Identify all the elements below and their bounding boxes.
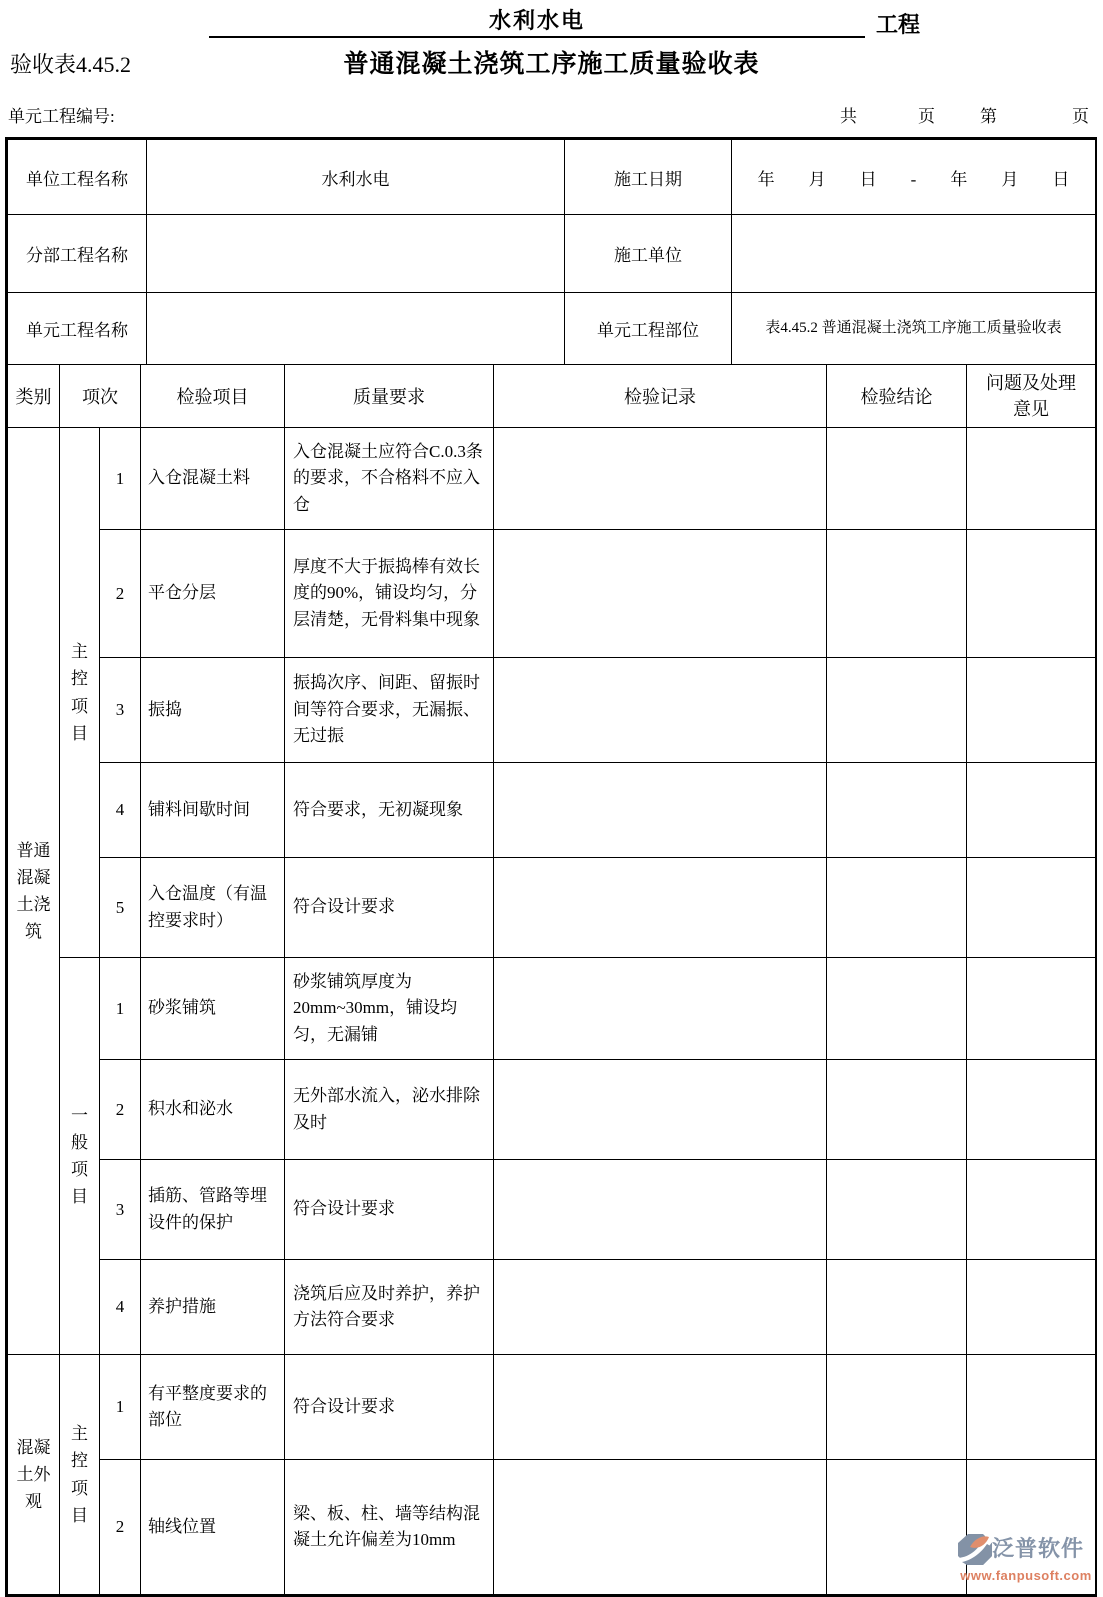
issues-opinion-cell	[967, 763, 1096, 858]
issues-opinion-cell	[967, 1060, 1096, 1160]
check-item-cell: 插筋、管路等埋设件的保护	[141, 1160, 285, 1260]
info-row	[8, 215, 1096, 293]
item-no-cell: 5	[100, 858, 141, 958]
fanpu-logo-url[interactable]: www.fanpusoft.com	[960, 1568, 1092, 1583]
pagination-page-suffix-label: 页	[1072, 107, 1089, 126]
check-conclusion-cell	[827, 763, 967, 858]
info-value-unit-project: 水利水电	[147, 140, 565, 215]
info-label-unit-part: 单元工程部位	[565, 293, 732, 365]
form-tables	[5, 137, 1097, 1597]
check-conclusion-cell	[827, 658, 967, 763]
check-conclusion-cell	[827, 858, 967, 958]
form-number: 验收表4.45.2	[10, 52, 132, 77]
fanpu-logo-brand: 泛普软件	[992, 1536, 1085, 1561]
quality-requirement-cell: 厚度不大于振捣棒有效长度的90%，铺设均匀，分层清楚，无骨料集中现象	[285, 530, 494, 658]
check-conclusion-cell	[827, 1260, 967, 1355]
table-row	[8, 530, 1096, 658]
check-record-cell	[494, 1260, 827, 1355]
header-category: 类别	[8, 365, 60, 428]
item-no-cell: 3	[100, 1160, 141, 1260]
quality-requirement-cell: 符合设计要求	[285, 1355, 494, 1460]
issues-opinion-cell	[967, 1160, 1096, 1260]
issues-opinion-cell	[967, 958, 1096, 1060]
check-item-cell: 入仓温度（有温控要求时）	[141, 858, 285, 958]
unit-code-label: 单元工程编号:	[8, 107, 115, 126]
header-quality-requirement: 质量要求	[285, 365, 494, 428]
check-record-cell	[494, 428, 827, 530]
quality-requirement-cell: 浇筑后应及时养护，养护方法符合要求	[285, 1260, 494, 1355]
form-title-line	[0, 44, 1103, 80]
issues-opinion-cell	[967, 858, 1096, 958]
item-no-cell: 1	[100, 1355, 141, 1460]
check-conclusion-cell	[827, 1160, 967, 1260]
header-check-record: 检验记录	[494, 365, 827, 428]
project-name-underlined: 水利水电	[209, 4, 865, 38]
quality-requirement-cell: 符合要求，无初凝现象	[285, 763, 494, 858]
check-item-cell: 积水和泌水	[141, 1060, 285, 1160]
table-row	[8, 658, 1096, 763]
check-record-cell	[494, 1460, 827, 1595]
info-label-unit-name: 单元工程名称	[8, 293, 147, 365]
category-label: 混凝土外观	[16, 1437, 51, 1512]
item-no-cell: 1	[100, 428, 141, 530]
fanpu-logo-row	[958, 1531, 1094, 1567]
table-row	[8, 428, 1096, 530]
info-value-construction-date: 年 月 日 - 年 月 日	[732, 140, 1096, 215]
check-record-cell	[494, 763, 827, 858]
item-no-cell: 2	[100, 1060, 141, 1160]
info-value-construction-unit	[732, 215, 1096, 293]
item-no-cell: 3	[100, 658, 141, 763]
issues-opinion-cell	[967, 1260, 1096, 1355]
check-record-cell	[494, 1355, 827, 1460]
check-record-cell	[494, 530, 827, 658]
table-row	[8, 763, 1096, 858]
group-label: 主控项目	[71, 1424, 88, 1525]
item-no-cell: 4	[100, 1260, 141, 1355]
info-value-unit-name	[147, 293, 565, 365]
check-conclusion-cell	[827, 1355, 967, 1460]
pagination-total-pages-label: 页	[918, 107, 935, 126]
table-row	[8, 1060, 1096, 1160]
check-item-cell: 轴线位置	[141, 1460, 285, 1595]
table-row	[8, 1355, 1096, 1460]
group-cell-main-control	[60, 1355, 100, 1595]
info-value-division-project	[147, 215, 565, 293]
checklist-table	[7, 364, 1096, 1595]
quality-requirement-cell: 入仓混凝土应符合C.0.3条的要求，不合格料不应入仓	[285, 428, 494, 530]
info-value-unit-part: 表4.45.2 普通混凝土浇筑工序施工质量验收表	[732, 293, 1096, 365]
table-row	[8, 958, 1096, 1060]
page-title: 普通混凝土浇筑工序施工质量验收表	[343, 51, 760, 78]
quality-requirement-cell: 无外部水流入，泌水排除及时	[285, 1060, 494, 1160]
table-row	[8, 1160, 1096, 1260]
check-item-cell: 平仓分层	[141, 530, 285, 658]
group-label: 主控项目	[71, 642, 88, 743]
table-row	[8, 1260, 1096, 1355]
info-label-division-project: 分部工程名称	[8, 215, 147, 293]
category-label: 普通混凝土浇筑	[16, 840, 51, 942]
info-label-construction-unit: 施工单位	[565, 215, 732, 293]
header-check-conclusion: 检验结论	[827, 365, 967, 428]
unit-code-line	[0, 100, 1103, 128]
check-record-cell	[494, 958, 827, 1060]
header-issues-opinion-text: 问题及处理意见	[986, 372, 1076, 419]
category-cell-concrete-appearance	[8, 1355, 60, 1595]
check-item-cell: 砂浆铺筑	[141, 958, 285, 1060]
quality-requirement-cell: 符合设计要求	[285, 858, 494, 958]
checklist-header-row	[8, 365, 1096, 428]
info-label-unit-project: 单位工程名称	[8, 140, 147, 215]
header-check-item: 检验项目	[141, 365, 285, 428]
quality-requirement-cell: 符合设计要求	[285, 1160, 494, 1260]
header-index: 项次	[60, 365, 141, 428]
issues-opinion-cell	[967, 1355, 1096, 1460]
issues-opinion-cell	[967, 428, 1096, 530]
info-row	[8, 140, 1096, 215]
check-conclusion-cell	[827, 1460, 967, 1595]
group-cell-general	[60, 958, 100, 1355]
group-label: 一般项目	[71, 1105, 88, 1207]
project-title-line	[0, 4, 1103, 40]
fanpu-logo-icon	[958, 1534, 992, 1565]
check-item-cell: 入仓混凝土料	[141, 428, 285, 530]
table-row	[8, 1460, 1096, 1595]
quality-requirement-cell: 振捣次序、间距、留振时间等符合要求，无漏振、无过振	[285, 658, 494, 763]
check-record-cell	[494, 1160, 827, 1260]
quality-requirement-cell: 梁、板、柱、墙等结构混凝土允许偏差为10mm	[285, 1460, 494, 1595]
quality-requirement-cell: 砂浆铺筑厚度为20mm~30mm，铺设均匀，无漏铺	[285, 958, 494, 1060]
item-no-cell: 2	[100, 530, 141, 658]
info-row	[8, 293, 1096, 365]
check-item-cell: 铺料间歇时间	[141, 763, 285, 858]
issues-opinion-cell	[967, 658, 1096, 763]
category-cell-concrete-pouring	[8, 428, 60, 1355]
pagination-total-label: 共	[840, 107, 857, 126]
project-suffix: 工程	[876, 12, 921, 37]
check-record-cell	[494, 858, 827, 958]
check-item-cell: 振捣	[141, 658, 285, 763]
info-label-construction-date: 施工日期	[565, 140, 732, 215]
check-conclusion-cell	[827, 1060, 967, 1160]
info-table	[7, 139, 1096, 365]
check-conclusion-cell	[827, 958, 967, 1060]
issues-opinion-cell	[967, 530, 1096, 658]
header-issues-opinion	[967, 365, 1096, 428]
item-no-cell: 2	[100, 1460, 141, 1595]
check-conclusion-cell	[827, 530, 967, 658]
fanpu-logo[interactable]	[958, 1531, 1094, 1589]
table-row	[8, 858, 1096, 958]
check-conclusion-cell	[827, 428, 967, 530]
item-no-cell: 4	[100, 763, 141, 858]
item-no-cell: 1	[100, 958, 141, 1060]
check-item-cell: 养护措施	[141, 1260, 285, 1355]
check-item-cell: 有平整度要求的部位	[141, 1355, 285, 1460]
group-cell-main-control	[60, 428, 100, 958]
check-record-cell	[494, 1060, 827, 1160]
check-record-cell	[494, 658, 827, 763]
pagination-page-label: 第	[980, 107, 997, 126]
